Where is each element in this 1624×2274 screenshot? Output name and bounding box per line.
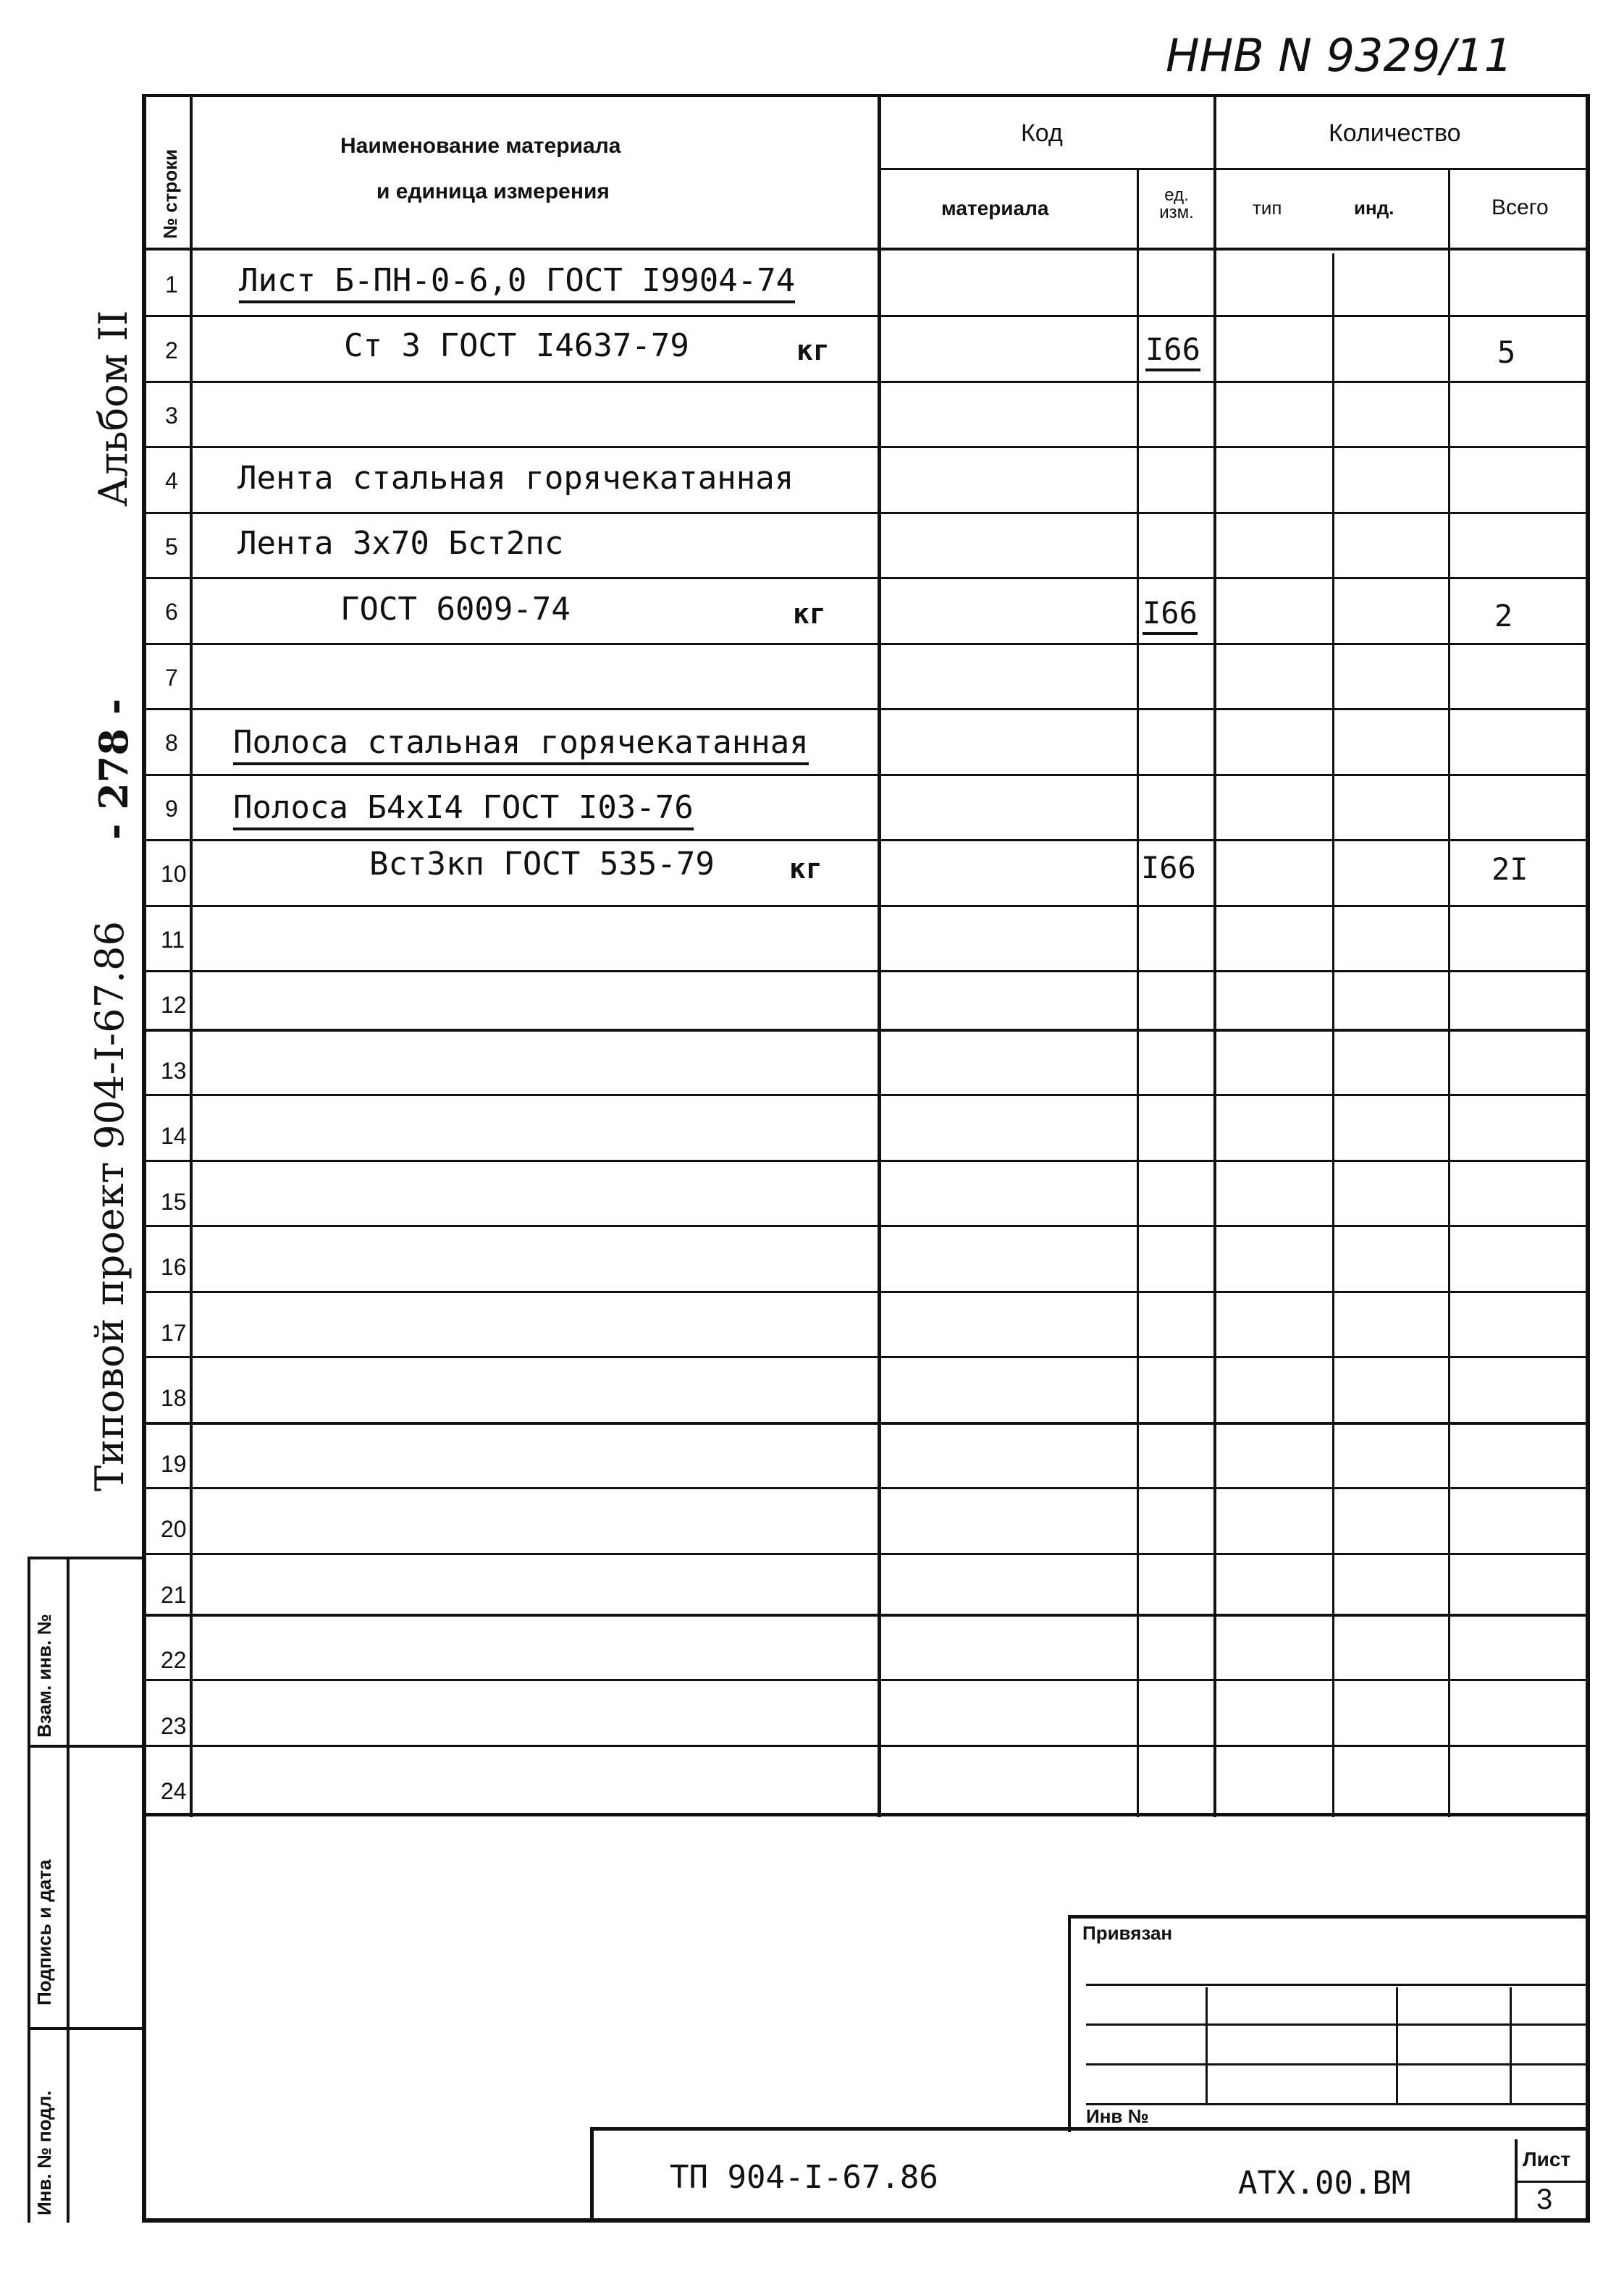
row-number: 7 xyxy=(165,665,178,691)
row-5-name: Лента 3х70 Бст2пс xyxy=(237,525,564,562)
row-10-total: 2I xyxy=(1492,851,1528,887)
header-unit: ед. изм. xyxy=(1159,185,1194,222)
inventory-stamp: ННВ N 9329/11 xyxy=(1166,29,1513,82)
row-2-total: 5 xyxy=(1497,334,1516,370)
row-number: 8 xyxy=(165,730,178,756)
row-number: 21 xyxy=(161,1582,187,1608)
doc-mark: АТХ.00.ВМ xyxy=(1238,2165,1411,2202)
header-name-line1: Наименование материала xyxy=(340,134,621,158)
col-no-line xyxy=(190,94,193,1817)
row-number: 11 xyxy=(161,927,185,953)
row-6-code-text: I66 xyxy=(1143,595,1198,635)
header-ind: инд. xyxy=(1354,197,1394,219)
row-2-unit: кг xyxy=(796,334,830,366)
frame-top xyxy=(145,94,1586,97)
row-8-name-text: Полоса стальная горячекатанная xyxy=(233,724,809,765)
privyazan-label: Привязан xyxy=(1082,1922,1173,1944)
strip-inner-line xyxy=(67,1557,70,2223)
strip-sep-1 xyxy=(28,1745,143,1748)
row-number: 15 xyxy=(161,1189,187,1215)
header-total: Всего xyxy=(1492,195,1549,219)
header-material: материала xyxy=(941,197,1049,219)
row-number: 17 xyxy=(161,1320,187,1346)
inv-no-label: Инв № xyxy=(1086,2105,1149,2127)
row-number: 1 xyxy=(165,271,178,298)
row-6-name: ГОСТ 6009-74 xyxy=(340,591,571,628)
row-number: 13 xyxy=(161,1058,187,1084)
row-10-name: Вст3кп ГОСТ 535-79 xyxy=(369,846,715,883)
col-mat-line xyxy=(1137,170,1139,1817)
row-number: 20 xyxy=(161,1516,187,1542)
row-6-total: 2 xyxy=(1494,598,1513,633)
row-number: 24 xyxy=(161,1778,187,1804)
row-1-name-text: Лист Б-ПН-0-6,0 ГОСТ I9904-74 xyxy=(239,262,795,303)
sign-date-label: Подпись и дата xyxy=(33,1859,55,2005)
strip-sep-2 xyxy=(28,2027,143,2030)
header-bottom-line xyxy=(145,248,1586,250)
row-10-unit: кг xyxy=(789,853,822,885)
row-number: 2 xyxy=(165,337,178,363)
strip-top-line xyxy=(28,1557,143,1559)
header-mid-line xyxy=(878,168,1587,170)
row-number: 16 xyxy=(161,1254,187,1280)
row-10-code: I66 xyxy=(1141,850,1196,885)
header-code: Код xyxy=(1021,119,1063,147)
row-number: 19 xyxy=(161,1451,187,1477)
doc-code: ТП 904-I-67.86 xyxy=(670,2159,938,2196)
row-1-name xyxy=(239,262,795,299)
row-number: 12 xyxy=(161,992,187,1018)
frame-bottom xyxy=(142,2218,1590,2223)
row-number: 23 xyxy=(161,1713,187,1739)
row-number: 5 xyxy=(165,534,178,560)
project-caption: Типовой проект 904-I-67.86 xyxy=(87,921,132,1491)
row-8-name xyxy=(233,724,809,761)
row-number: 9 xyxy=(165,796,178,822)
col-type-line xyxy=(1332,253,1334,1817)
header-name-line2: и единица измерения xyxy=(376,180,610,203)
row-2-code xyxy=(1145,332,1200,367)
row-2-name: Ст 3 ГОСТ I4637-79 xyxy=(344,327,689,364)
strip-outer-line xyxy=(28,1557,30,2223)
sheet-number: 3 xyxy=(1536,2184,1553,2215)
col-ind-line xyxy=(1448,170,1450,1817)
frame-right xyxy=(1586,94,1590,2223)
row-9-name-text: Полоса Б4хI4 ГОСТ I03-76 xyxy=(233,789,694,830)
col-unit-line xyxy=(1213,94,1216,1817)
row-number: 18 xyxy=(161,1385,187,1411)
row-2-code-text: I66 xyxy=(1145,332,1200,371)
col-name-line xyxy=(878,94,881,1817)
row-6-code xyxy=(1143,595,1198,631)
row-number: 10 xyxy=(161,861,187,887)
inv-orig-label: Инв. № подл. xyxy=(33,2090,55,2215)
row-number: 3 xyxy=(165,403,178,429)
row-9-name xyxy=(233,789,694,826)
row-4-name: Лента стальная горячекатанная xyxy=(237,460,794,497)
frame-left xyxy=(142,94,146,2223)
table-bottom-line xyxy=(145,1813,1586,1816)
row-6-unit: кг xyxy=(793,598,826,630)
header-row-no: № строки xyxy=(159,148,181,239)
album-caption: Альбом II xyxy=(91,310,136,507)
vzam-label: Взам. инв. № xyxy=(33,1614,55,1738)
row-number: 4 xyxy=(165,468,178,494)
header-quantity: Количество xyxy=(1329,119,1461,147)
header-type: тип xyxy=(1253,197,1282,219)
row-number: 6 xyxy=(165,599,178,625)
page-number: - 278 - xyxy=(91,698,137,840)
row-number: 22 xyxy=(161,1647,187,1673)
sheet-label: Лист xyxy=(1523,2148,1571,2170)
row-number: 14 xyxy=(161,1123,187,1149)
